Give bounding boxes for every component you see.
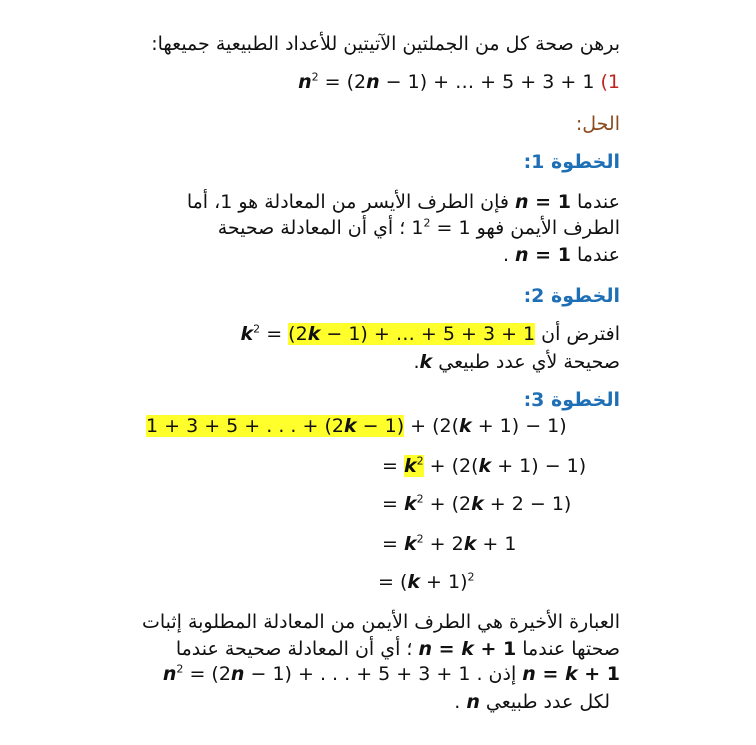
step-3-line-5: = $(k + 1)^2$ (378, 570, 475, 593)
exponent: 2 (253, 322, 261, 336)
text: فإن الطرف الأيسر من المعادلة هو 1، أما (186, 191, 516, 213)
var-k: k (459, 415, 472, 437)
var-k: k (240, 323, 254, 345)
equation-lhs: 1 + 3 + 5 + … + (2 (354, 71, 595, 93)
var-n: n (515, 244, 529, 266)
conclusion-eq: n = k + 1 (522, 663, 620, 685)
equation-mid: − 1) = (318, 71, 420, 93)
step-3-line-4: = $k^2 + 2k + 1$ (382, 532, 517, 555)
equation (515, 191, 571, 213)
text: افترض أن (535, 323, 620, 345)
solution-label: الحل: (575, 113, 620, 135)
step-1-line-1 (187, 190, 620, 214)
step-3-title: الخطوة 3: (523, 389, 620, 411)
text: . (413, 351, 420, 373)
problem-intro: برهن صحة كل من الجملتين الآتيتين للأعداد الطبيعية جميعها: (151, 33, 620, 55)
conclusion-line-3: n = k + 1 إذن . 1 + 3 + 5 + . . . + $(2n - 1) = n^2$ (162, 662, 620, 685)
step-2-title: الخطوة 2: (523, 285, 620, 307)
step-3-line-1 (146, 414, 567, 438)
var-n: n (515, 191, 529, 213)
step-3-line-2: = $k^2 + (2(k + 1) - 1)$ (382, 454, 587, 477)
step-1-line-2 (218, 216, 620, 240)
text: + (2( (404, 415, 460, 437)
highlighted-sum: 1 + 3 + 5 + … + (2k − 1) (288, 323, 536, 345)
conclusion-sum: 1 + 3 + 5 + . . . + $(2n - 1) = n^2$ (162, 662, 471, 685)
text: عندما (570, 191, 620, 213)
problem-item-1 (298, 70, 620, 94)
conclusion-line-4: لكل عدد طبيعي n . (454, 691, 610, 713)
step-3-line-3: = $k^2 + (2k + 2 - 1)$ (382, 492, 572, 515)
eq-value: = 1 (528, 244, 571, 266)
var-n: n (366, 71, 380, 93)
equation (241, 323, 536, 345)
highlighted-k2: $k^2$ (403, 454, 424, 477)
text: . (502, 244, 516, 266)
step-2-line-2 (414, 350, 621, 374)
text: عندما (570, 244, 620, 266)
text: + 1) − 1) (471, 415, 567, 437)
text: صحيحة لأي عدد طبيعي (432, 351, 620, 373)
conclusion-line-2: صحتها عندما n = k + 1 ؛ أي أن المعادلة صحيحة عندما (175, 638, 620, 660)
var-n: n (298, 71, 312, 93)
var-k: k (419, 351, 433, 373)
exponent: 2 (423, 216, 431, 230)
text: ؛ أي أن المعادلة صحيحة (217, 217, 412, 239)
conclusion-line-1: العبارة الأخيرة هي الطرف الأيمن من المعادلة المطلوبة إثبات (141, 611, 620, 633)
item-equation (298, 71, 594, 93)
equals: = (260, 323, 289, 345)
equation (515, 244, 571, 266)
step-1-title: الخطوة 1: (523, 151, 620, 173)
highlighted-sum: 1 + 3 + 5 + . . . + (2k − 1) (146, 415, 405, 437)
text: الطرف الأيمن فهو 1 = 1 (411, 217, 620, 239)
step-2-line-1 (241, 322, 620, 346)
item-number: 1) (600, 71, 620, 93)
exponent: 2 (311, 70, 319, 84)
step-1-line-3 (503, 243, 620, 267)
eq-value: = 1 (528, 191, 571, 213)
